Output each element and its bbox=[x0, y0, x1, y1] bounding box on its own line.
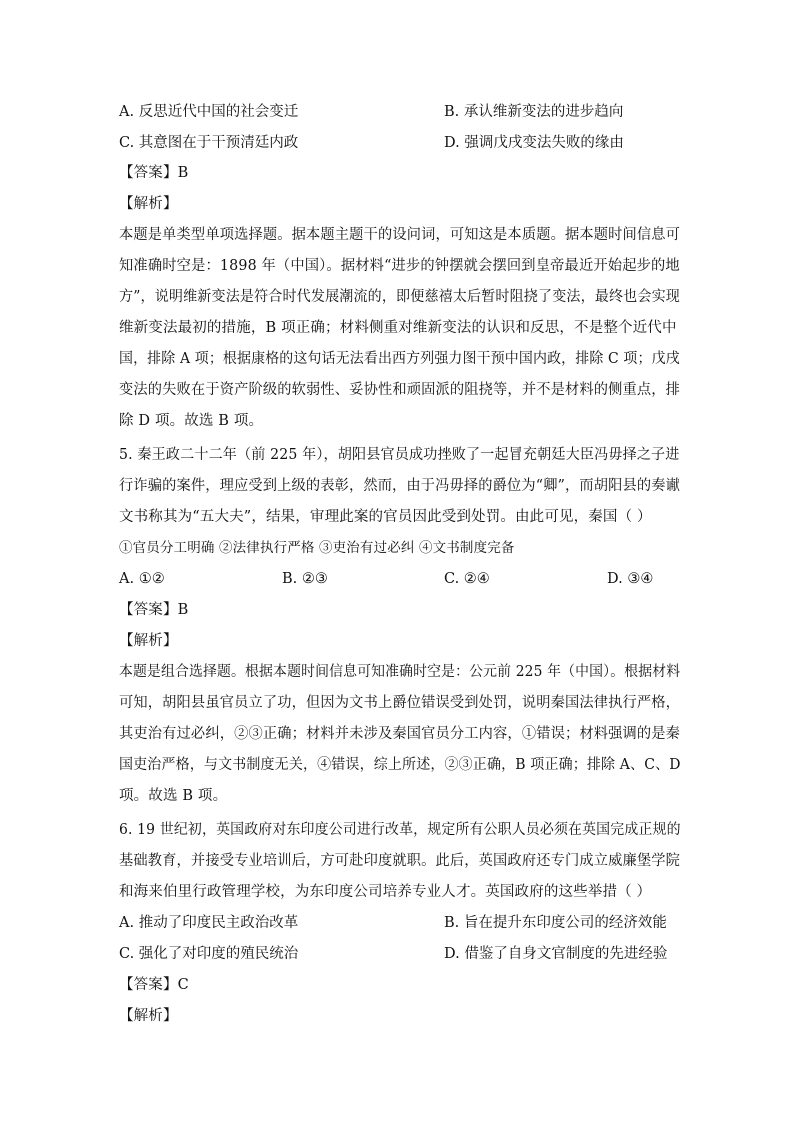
q5-option-b: B. ②③ bbox=[282, 571, 328, 587]
q6-option-c: C. 强化了对印度的殖民统治 bbox=[119, 946, 299, 962]
q4-analysis-line-2: 知准确时空是：1898 年（中国）。据材料“进步的钟摆就会摆回到皇帝最近开始起步的地 bbox=[119, 258, 680, 274]
q6-answer: 【答案】C bbox=[119, 977, 189, 993]
q4-analysis-line-4: 维新变法最初的措施，B 项正确；材料侧重对维新变法的认识和反思，不是整个近代中 bbox=[119, 320, 677, 336]
q5-analysis-line-1: 本题是组合选择题。根据本题时间信息可知准确时空是：公元前 225 年（中国）。根据材料 bbox=[119, 664, 681, 680]
q5-option-a: A. ①② bbox=[119, 571, 165, 587]
q6-option-a: A. 推动了印度民主政治改革 bbox=[119, 915, 299, 931]
q4-option-d: D. 强调戊戌变法失败的缘由 bbox=[444, 135, 624, 151]
q5-items: ①官员分工明确 ②法律执行严格 ③吏治有过必纠 ④文书制度完备 bbox=[119, 540, 515, 556]
q6-option-d: D. 借鉴了自身文官制度的先进经验 bbox=[444, 946, 668, 962]
q5-stem-line-2: 行诈骗的案件，理应受到上级的表彰，然而，由于冯毋择的爵位为“卿”，而胡阳县的奏谳 bbox=[119, 478, 680, 494]
q4-analysis-label: 【解析】 bbox=[119, 196, 178, 212]
q4-option-c: C. 其意图在于干预清廷内政 bbox=[119, 135, 299, 151]
q4-analysis-line-5: 国，排除 A 项；根据康格的这句话无法看出西方列强力图干预中国内政，排除 C 项；戊戌 bbox=[119, 351, 680, 367]
q5-analysis-label: 【解析】 bbox=[119, 633, 178, 649]
q6-stem-line-3: 和海来伯里行政管理学校，为东印度公司培养专业人才。英国政府的这些举措（ ） bbox=[119, 884, 652, 900]
q5-analysis-line-5: 项。故选 B 项。 bbox=[119, 788, 228, 804]
q6-stem-line-1: 6. 19 世纪初，英国政府对东印度公司进行改革，规定所有公职人员必须在英国完成正规的 bbox=[119, 822, 681, 838]
q4-option-b: B. 承认维新变法的进步趋向 bbox=[444, 104, 624, 120]
q4-analysis-line-6: 变法的失败在于资产阶级的软弱性、妥协性和顽固派的阻挠等，并不是材料的侧重点，排 bbox=[119, 382, 681, 398]
q5-answer: 【答案】B bbox=[119, 602, 189, 618]
q4-answer: 【答案】B bbox=[119, 165, 189, 181]
q5-stem-line-3: 文书称其为“五大夫”，结果，审理此案的官员因此受到处罚。由此可见，秦国（ ） bbox=[119, 509, 652, 525]
q5-analysis-line-4: 国吏治严格，与文书制度无关，④错误，综上所述，②③正确，B 项正确；排除 A、C、D bbox=[119, 757, 681, 773]
q4-option-a: A. 反思近代中国的社会变迁 bbox=[119, 104, 299, 120]
q5-stem-line-1: 5. 秦王政二十二年（前 225 年），胡阳县官员成功挫败了一起冒充朝廷大臣冯毋择之子进 bbox=[119, 447, 680, 463]
q6-stem-line-2: 基础教育，并接受专业培训后，方可赴印度就职。此后，英国政府还专门成立威廉堡学院 bbox=[119, 853, 681, 869]
q5-analysis-line-3: 其吏治有过必纠，②③正确；材料并未涉及秦国官员分工内容，①错误；材料强调的是秦 bbox=[119, 726, 681, 742]
q6-option-b: B. 旨在提升东印度公司的经济效能 bbox=[444, 915, 667, 931]
q4-analysis-line-7: 除 D 项。故选 B 项。 bbox=[119, 413, 264, 429]
q4-analysis-line-1: 本题是单类型单项选择题。据本题主题干的设问词，可知这是本质题。据本题时间信息可 bbox=[119, 227, 681, 243]
q6-analysis-label: 【解析】 bbox=[119, 1008, 178, 1024]
q4-analysis-line-3: 方”，说明维新变法是符合时代发展潮流的，即便慈禧太后暂时阻挠了变法，最终也会实现 bbox=[119, 289, 680, 305]
q5-analysis-line-2: 可知，胡阳县虽官员立了功，但因为文书上爵位错误受到处罚，说明秦国法律执行严格， bbox=[119, 695, 681, 711]
q5-option-d: D. ③④ bbox=[607, 571, 654, 587]
q5-option-c: C. ②④ bbox=[444, 571, 490, 587]
